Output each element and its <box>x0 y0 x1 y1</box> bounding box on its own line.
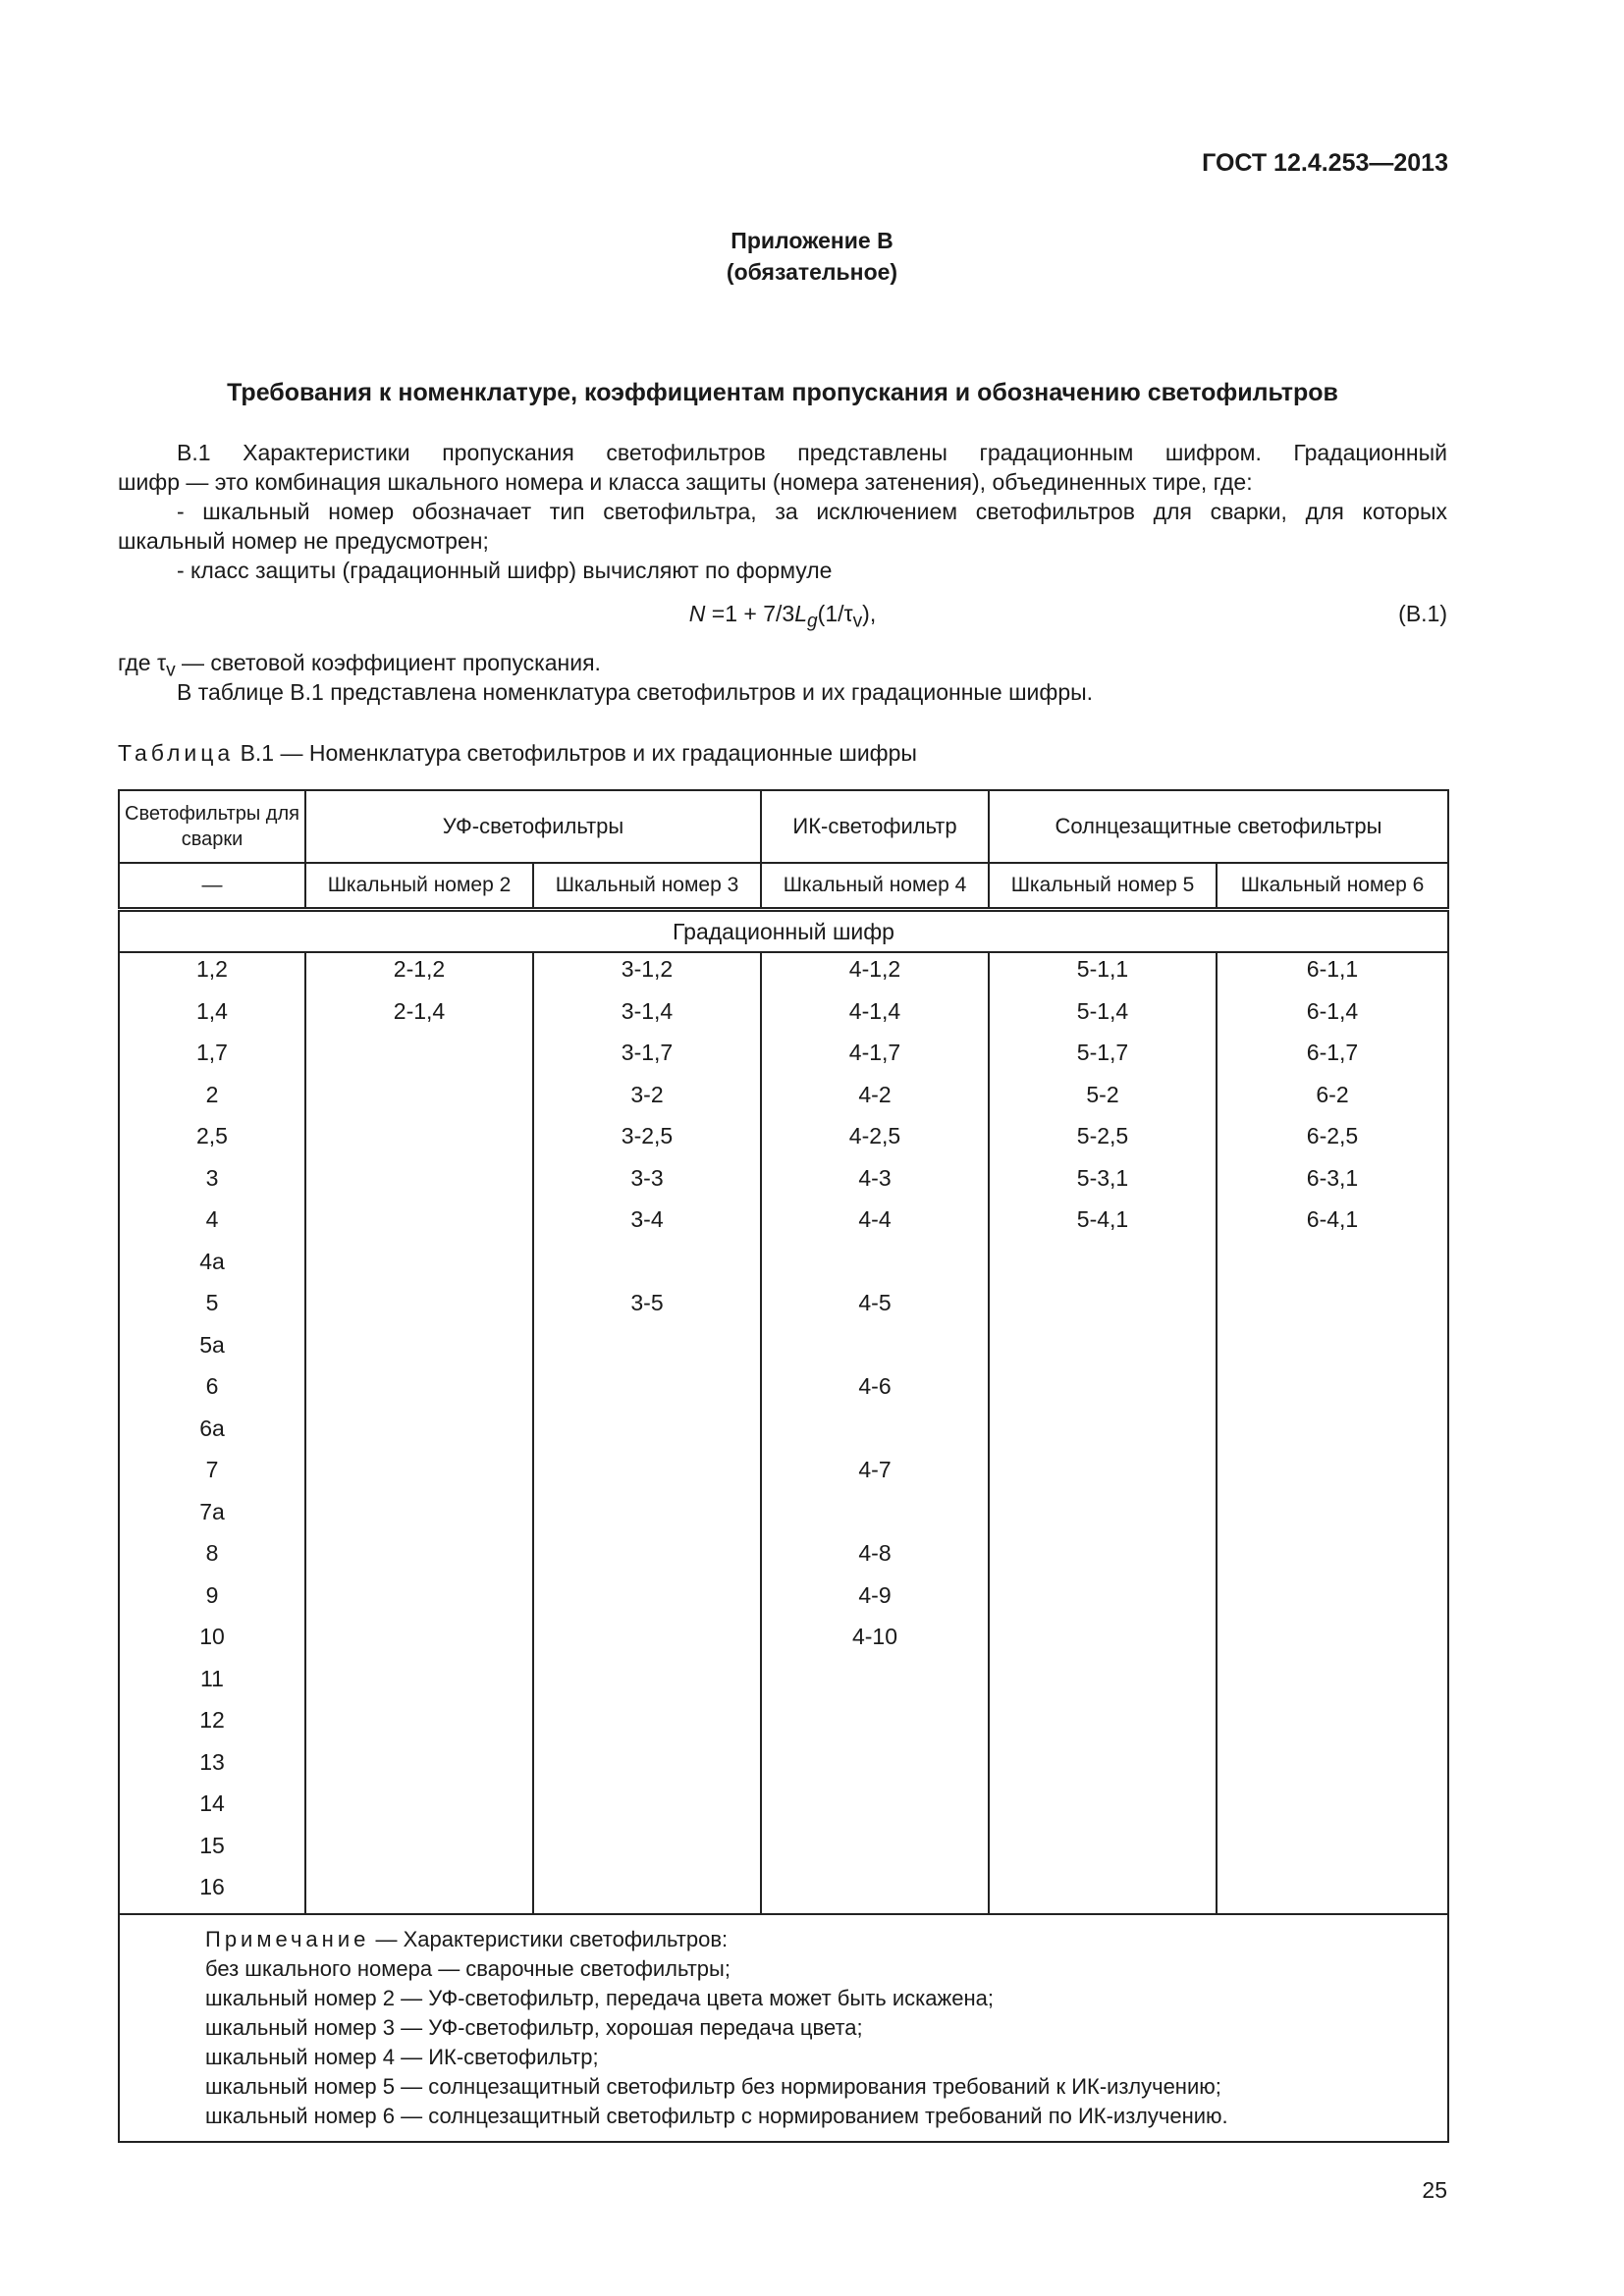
note-line: шкальный номер 2 — УФ-светофильтр, передача цвета может быть искажена; <box>205 1985 994 2010</box>
table-row <box>119 1246 1448 1288</box>
table-cell: 1,7 <box>119 1037 305 1079</box>
table-cell: 3-4 <box>533 1203 761 1246</box>
where-prefix: где <box>118 650 151 675</box>
table-cell <box>989 1454 1217 1496</box>
subheader-cell: Шкальный номер 3 <box>533 863 761 910</box>
table-cell <box>533 1496 761 1538</box>
table-cell <box>761 1246 989 1288</box>
table-cell: 5-1,1 <box>989 952 1217 995</box>
paragraph-4: В таблице В.1 представлена номенклатура светофильтров и их градационные шифры. <box>177 679 1094 705</box>
table-row <box>119 1203 1448 1246</box>
table-row <box>119 1413 1448 1455</box>
table-cell: 4-4 <box>761 1203 989 1246</box>
table-cell <box>761 1788 989 1830</box>
table-cell: 13 <box>119 1746 305 1789</box>
table-cell <box>1217 1496 1448 1538</box>
table-subheader-row <box>119 863 1448 910</box>
table-row <box>119 1287 1448 1329</box>
table-cell <box>1217 1370 1448 1413</box>
subheader-cell: Шкальный номер 4 <box>761 863 989 910</box>
table-row <box>119 1079 1448 1121</box>
table-cell: 4-7 <box>761 1454 989 1496</box>
table-cell <box>989 1246 1217 1288</box>
table-cell <box>1217 1704 1448 1746</box>
filters-table <box>118 789 1449 2143</box>
table-cell: 3-1,4 <box>533 995 761 1038</box>
table-cell <box>533 1704 761 1746</box>
table-cell: 4-3 <box>761 1162 989 1204</box>
subheader-cell: Шкальный номер 6 <box>1217 863 1448 910</box>
table-cell: 12 <box>119 1704 305 1746</box>
table-row <box>119 1162 1448 1204</box>
table-cell <box>305 1746 533 1789</box>
table-cell <box>1217 1579 1448 1622</box>
table-cell: 6-1,1 <box>1217 952 1448 995</box>
table-cell: 3-3 <box>533 1162 761 1204</box>
table-cell: 10 <box>119 1621 305 1663</box>
table-cell: 6-1,4 <box>1217 995 1448 1038</box>
table-cell: 7a <box>119 1496 305 1538</box>
table-cell <box>1217 1746 1448 1789</box>
table-cell <box>761 1746 989 1789</box>
table-cell: 15 <box>119 1830 305 1872</box>
table-cell: 5a <box>119 1329 305 1371</box>
table-cell <box>1217 1454 1448 1496</box>
table-row <box>119 1663 1448 1705</box>
table-cell: 3-2,5 <box>533 1120 761 1162</box>
table-cell <box>989 1287 1217 1329</box>
section-title: Требования к номенклатуре, коэффициентам пропускания и обозначению светофильтров <box>227 379 1338 406</box>
subheader-cell: — <box>119 863 305 910</box>
table-cell <box>989 1579 1217 1622</box>
table-cell <box>761 1871 989 1914</box>
table-cell <box>305 1579 533 1622</box>
table-cell: 2 <box>119 1079 305 1121</box>
formula-number: (В.1) <box>1398 601 1447 626</box>
table-cell <box>989 1746 1217 1789</box>
table-cell: 4a <box>119 1246 305 1288</box>
table-cell: 3-2 <box>533 1079 761 1121</box>
table-caption-text: В.1 — Номенклатура светофильтров и их градационные шифры <box>240 740 917 766</box>
paragraph-2-line-2: шкальный номер не предусмотрен; <box>118 528 489 554</box>
paragraph-2-line-1: - шкальный номер обозначает тип светофильтра, за исключением светофильтров для сварки, для которых <box>177 499 1447 524</box>
table-cell <box>305 1537 533 1579</box>
table-cell <box>533 1413 761 1455</box>
table-cell: 6-2,5 <box>1217 1120 1448 1162</box>
table-cell: 14 <box>119 1788 305 1830</box>
note-row <box>119 1914 1448 2142</box>
table-row <box>119 1830 1448 1872</box>
table-cell: 4-10 <box>761 1621 989 1663</box>
table-row <box>119 952 1448 995</box>
table-cell: 2-1,4 <box>305 995 533 1038</box>
header-sun: Солнцезащитные светофильтры <box>989 790 1448 863</box>
table-cell <box>305 1246 533 1288</box>
table-row <box>119 1621 1448 1663</box>
table-cell <box>761 1663 989 1705</box>
header-ir: ИК-светофильтр <box>761 790 989 863</box>
table-cell <box>1217 1287 1448 1329</box>
table-body <box>119 952 1448 1914</box>
table-row <box>119 1120 1448 1162</box>
note-line: без шкального номера — сварочные светофильтры; <box>205 1955 731 1981</box>
table-cell <box>305 1830 533 1872</box>
header-uv: УФ-светофильтры <box>305 790 761 863</box>
table-row <box>119 995 1448 1038</box>
document-number: ГОСТ 12.4.253—2013 <box>1202 149 1448 177</box>
table-cell: 2,5 <box>119 1120 305 1162</box>
table-cell <box>305 1203 533 1246</box>
note-line: шкальный номер 4 — ИК-светофильтр; <box>205 2044 599 2069</box>
table-cell: 6-2 <box>1217 1079 1448 1121</box>
table-row <box>119 1871 1448 1914</box>
table-cell <box>305 1037 533 1079</box>
table-cell <box>305 1079 533 1121</box>
paragraph-3: - класс защиты (градационный шифр) вычисляют по формуле <box>177 558 833 583</box>
table-cell: 1,2 <box>119 952 305 995</box>
table-cell <box>533 1621 761 1663</box>
table-cell <box>305 1704 533 1746</box>
table-row <box>119 1788 1448 1830</box>
gradation-label: Градационный шифр <box>119 910 1448 953</box>
table-cell <box>989 1413 1217 1455</box>
note-line: шкальный номер 5 — солнцезащитный светофильтр без нормирования требований к ИК-излучению; <box>205 2073 1221 2099</box>
table-cell <box>305 1454 533 1496</box>
table-cell: 3-1,7 <box>533 1037 761 1079</box>
table-row <box>119 1370 1448 1413</box>
table-cell <box>533 1871 761 1914</box>
table-cell <box>533 1454 761 1496</box>
table-cell: 1,4 <box>119 995 305 1038</box>
table-cell <box>305 1413 533 1455</box>
table-cell <box>305 1663 533 1705</box>
table-cell <box>305 1370 533 1413</box>
where-line: где $\tau_v$ — световой коэффициент пропускания. <box>118 650 601 681</box>
note-intro: — Характеристики светофильтров: <box>375 1926 729 1951</box>
table-row <box>119 1329 1448 1371</box>
table-caption <box>118 740 917 767</box>
table-row <box>119 1496 1448 1538</box>
table-cell: 5-1,7 <box>989 1037 1217 1079</box>
table-cell <box>533 1663 761 1705</box>
table-cell: 9 <box>119 1579 305 1622</box>
gradation-label-row <box>119 910 1448 953</box>
formula-block <box>118 601 1447 632</box>
table-caption-label: Таблица <box>118 740 235 766</box>
note-heading <box>205 1925 1437 1954</box>
table-cell <box>305 1496 533 1538</box>
table-cell <box>989 1788 1217 1830</box>
table-cell: 16 <box>119 1871 305 1914</box>
table-row <box>119 1704 1448 1746</box>
table-cell <box>989 1830 1217 1872</box>
table-cell <box>1217 1663 1448 1705</box>
table-row <box>119 1037 1448 1079</box>
table-cell <box>1217 1329 1448 1371</box>
table-cell: 6a <box>119 1413 305 1455</box>
table-cell: 4-2,5 <box>761 1120 989 1162</box>
table-cell <box>533 1537 761 1579</box>
table-cell: 4-1,2 <box>761 952 989 995</box>
table-cell <box>989 1537 1217 1579</box>
table-cell: 6-4,1 <box>1217 1203 1448 1246</box>
table-cell <box>305 1871 533 1914</box>
subheader-cell: Шкальный номер 5 <box>989 863 1217 910</box>
table-cell: 4-1,4 <box>761 995 989 1038</box>
table-cell: 4-6 <box>761 1370 989 1413</box>
table-cell <box>305 1120 533 1162</box>
table-row <box>119 1746 1448 1789</box>
table-cell: 5-3,1 <box>989 1162 1217 1204</box>
table-cell <box>305 1329 533 1371</box>
table-cell <box>1217 1621 1448 1663</box>
note-cell <box>119 1914 1448 2142</box>
table-cell: 2-1,2 <box>305 952 533 995</box>
appendix-title: Приложение В <box>731 228 893 253</box>
table-cell <box>761 1329 989 1371</box>
table-cell <box>989 1496 1217 1538</box>
table-cell <box>761 1704 989 1746</box>
table-cell <box>989 1871 1217 1914</box>
table-cell <box>989 1621 1217 1663</box>
table-cell <box>305 1162 533 1204</box>
table-cell: 5-1,4 <box>989 995 1217 1038</box>
table-cell: 5-2,5 <box>989 1120 1217 1162</box>
table-cell <box>761 1496 989 1538</box>
table-cell <box>1217 1413 1448 1455</box>
table-cell <box>533 1579 761 1622</box>
table-cell: 4-9 <box>761 1579 989 1622</box>
table-cell <box>1217 1246 1448 1288</box>
table-cell <box>533 1246 761 1288</box>
table-cell: 4-1,7 <box>761 1037 989 1079</box>
table-cell <box>533 1830 761 1872</box>
table-header-row <box>119 790 1448 863</box>
note-line: шкальный номер 3 — УФ-светофильтр, хорошая передача цвета; <box>205 2014 863 2040</box>
table-cell: 6-3,1 <box>1217 1162 1448 1204</box>
table-row <box>119 1579 1448 1622</box>
table-cell <box>989 1663 1217 1705</box>
table-cell: 3-1,2 <box>533 952 761 995</box>
table-cell: 4-5 <box>761 1287 989 1329</box>
table-cell <box>533 1370 761 1413</box>
table-cell: 6-1,7 <box>1217 1037 1448 1079</box>
table-cell <box>533 1329 761 1371</box>
table-cell <box>1217 1788 1448 1830</box>
table-cell: 8 <box>119 1537 305 1579</box>
table-cell <box>1217 1830 1448 1872</box>
table-cell: 3 <box>119 1162 305 1204</box>
table-cell: 4-8 <box>761 1537 989 1579</box>
table-cell <box>989 1329 1217 1371</box>
table-cell: 6 <box>119 1370 305 1413</box>
table-cell <box>305 1788 533 1830</box>
table-cell <box>533 1788 761 1830</box>
table-cell <box>533 1746 761 1789</box>
paragraph-1-line-2: шифр — это комбинация шкального номера и класса защиты (номера затенения), объединенных тире, где: <box>118 469 1253 495</box>
subheader-cell: Шкальный номер 2 <box>305 863 533 910</box>
table-cell <box>305 1287 533 1329</box>
table-cell <box>761 1413 989 1455</box>
table-cell: 11 <box>119 1663 305 1705</box>
table-cell: 5-4,1 <box>989 1203 1217 1246</box>
paragraph-1-line-1: В.1 Характеристики пропускания светофильтров представлены градационным шифром. Градационный <box>177 440 1447 465</box>
note-line: шкальный номер 6 — солнцезащитный светофильтр с нормированием требований по ИК-излучению. <box>205 2103 1228 2128</box>
formula-expression: $N =1 + 7/3L_g(1/\tau_v)$, <box>688 601 877 632</box>
table-cell <box>1217 1871 1448 1914</box>
table-cell <box>989 1370 1217 1413</box>
header-welding: Светофильтры для сварки <box>119 790 305 863</box>
table-row <box>119 1537 1448 1579</box>
table-row <box>119 1454 1448 1496</box>
page-number: 25 <box>1422 2177 1447 2203</box>
table-cell: 4-2 <box>761 1079 989 1121</box>
table-cell: 7 <box>119 1454 305 1496</box>
table-cell <box>761 1830 989 1872</box>
note-label: Примечание <box>205 1926 370 1951</box>
table-cell: 4 <box>119 1203 305 1246</box>
table-cell <box>1217 1537 1448 1579</box>
table-cell: 5 <box>119 1287 305 1329</box>
appendix-status: (обязательное) <box>726 259 898 285</box>
where-definition: — световой коэффициент пропускания. <box>182 650 601 675</box>
table-cell <box>305 1621 533 1663</box>
table-cell: 5-2 <box>989 1079 1217 1121</box>
table-cell <box>989 1704 1217 1746</box>
table-cell: 3-5 <box>533 1287 761 1329</box>
